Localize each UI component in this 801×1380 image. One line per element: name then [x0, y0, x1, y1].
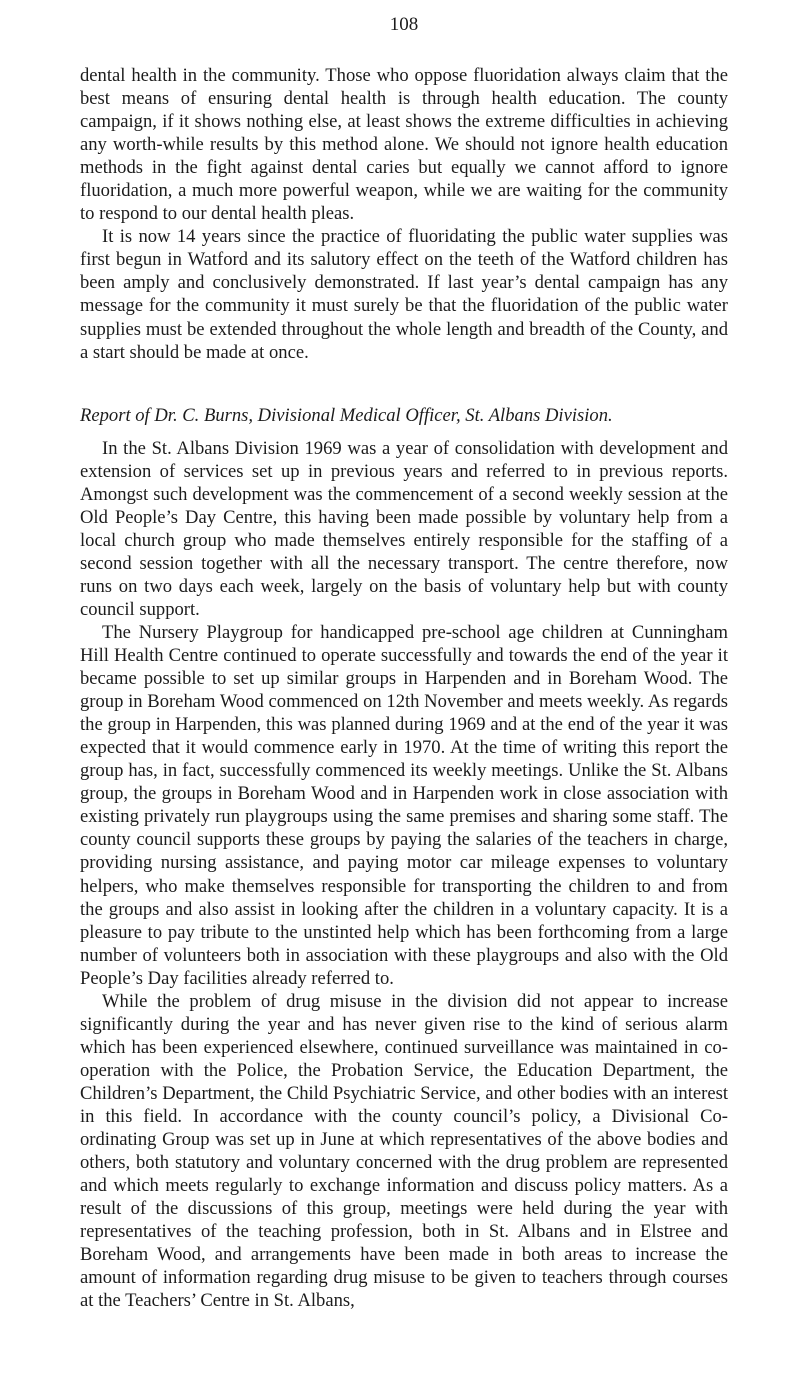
section-heading: Report of Dr. C. Burns, Divisional Medical Officer, St. Albans Division.	[80, 404, 613, 426]
paragraph-intro-continued: dental health in the community. Those who oppose fluoridation always claim that the best means of ensuring dental health is through health education. The county campaign, if it shows nothing else, at least shows the extreme difficulties in achieving any worth-while results by this method alone. We should not ignore health education methods in the fight against dental caries but equally we cannot afford to ignore fluoridation, a much more powerful weapon, while we are waiting for the community to respond to our dental health pleas.	[80, 65, 728, 225]
page-number: 108	[389, 14, 419, 35]
paragraph-drug-misuse: While the problem of drug misuse in the division did not appear to increase significantly during the year and has never given rise to the kind of serious alarm which has been experienced elsewhere, continued surveillance was maintained in co-operation with the Police, the Probation Service, the Education Department, the Children’s Department, the Child Psychiatric Service, and other bodies with an interest in this field. In accordance with the county council’s policy, a Divisional Co-ordinating Group was set up in June at which representatives of the above bodies and others, both statutory and voluntary concerned with the drug problem are represented and which meets regularly to exchange information and discuss policy matters. As a result of the discussions of this group, meetings were held during the year with representatives of the teaching profession, both in St. Albans and in Elstree and Boreham Wood, and arrangements have been made in both areas to increase the amount of information regarding drug misuse to be given to teachers through courses at the Teachers’ Centre in St. Albans,	[80, 990, 728, 1312]
paragraph-consolidation: In the St. Albans Division 1969 was a year of consolidation with development and extension of services set up in previous years and referred to in previous reports. Amongst such development was the commencement of a second weekly session at the Old People’s Day Centre, this having been made possible by voluntary help from a local church group who made themselves entirely responsible for the staffing of a second session together with all the necessary transport. The centre therefore, now runs on two days each week, largely on the basis of voluntary help but with county council support.	[80, 437, 728, 620]
document-page	[80, 14, 728, 1312]
paragraph-nursery-playgroup: The Nursery Playgroup for handicapped pre-school age children at Cunningham Hill Health Centre continued to operate successfully and towards the end of the year it became possible to set up similar groups in Harpenden and in Boreham Wood. The group in Boreham Wood commenced on 12th November and meets weekly. As regards the group in Harpenden, this was planned during 1969 and at the end of the year it was expected that it would commence early in 1970. At the time of writing this report the group has, in fact, successfully commenced its weekly meetings. Unlike the St. Albans group, the groups in Boreham Wood and in Harpenden work in close association with existing privately run playgroups using the same premises and sharing some staff. The county council supports these groups by paying the salaries of the teachers in charge, providing nursing assistance, and paying motor car mileage expenses to voluntary helpers, who make themselves responsible for transporting the children to and from the groups and also assist in looking after the children in a voluntary capacity. It is a pleasure to pay tribute to the unstinted help which has been forthcoming from a large number of volunteers both in association with these playgroups and also with the Old People’s Day facilities already referred to.	[80, 621, 728, 989]
paragraph-watford-fluoridation: It is now 14 years since the practice of fluoridating the public water supplies was first begun in Watford and its salutory effect on the teeth of the Watford children has been amply and conclusively demonstrated. If last year’s dental campaign has any message for the community it must surely be that the fluoridation of the public water supplies must be extended throughout the whole length and breadth of the County, and a start should be made at once.	[80, 226, 728, 363]
